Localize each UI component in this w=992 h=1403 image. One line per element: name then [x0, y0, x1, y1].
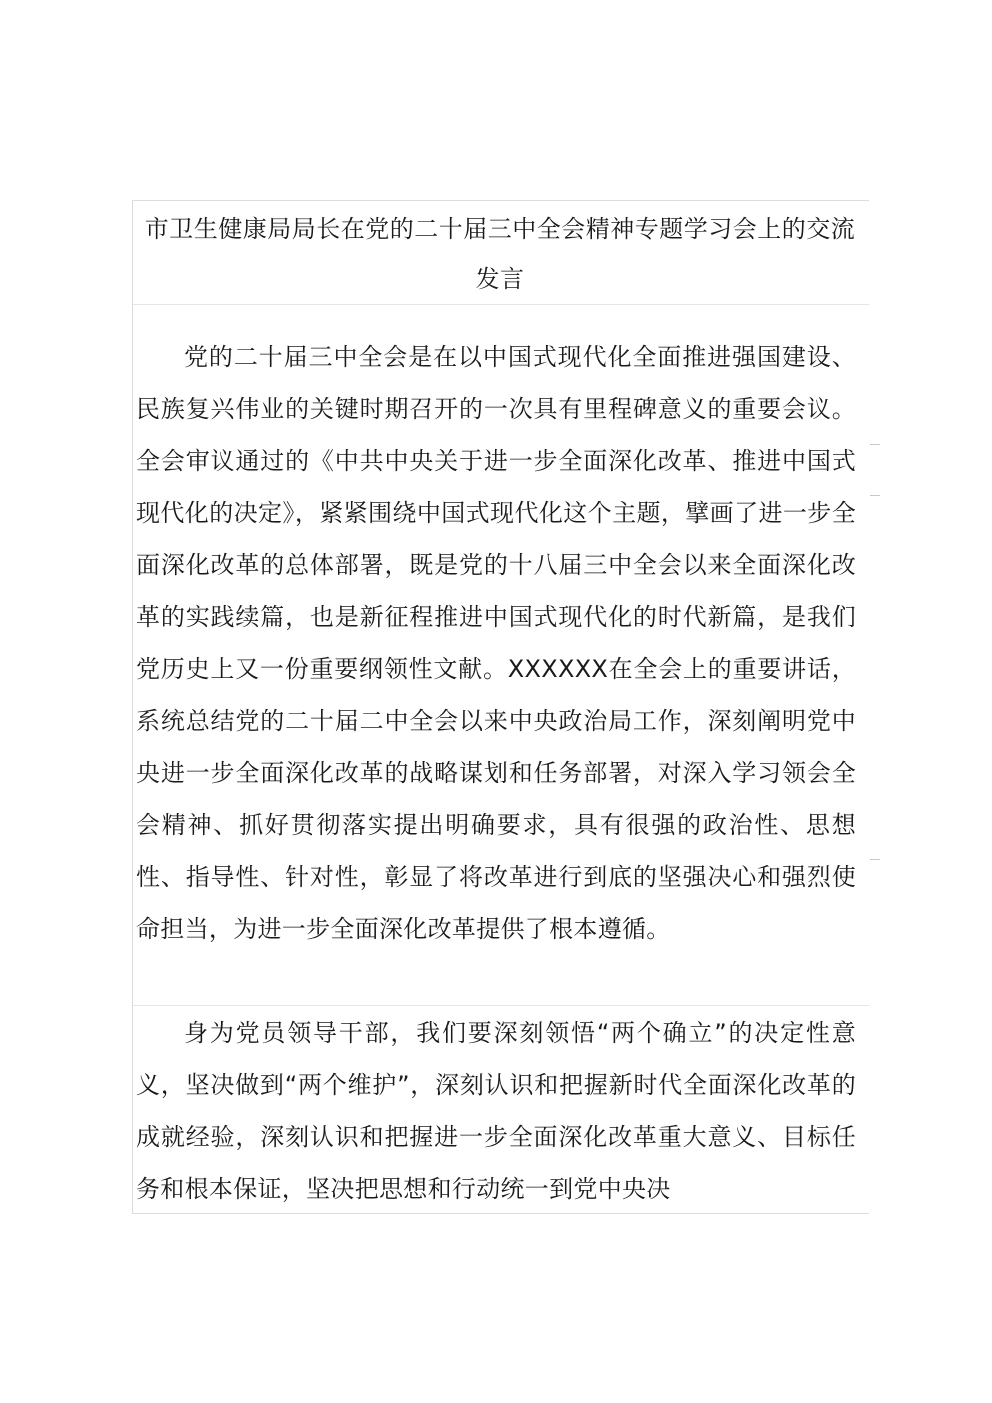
margin-mark [870, 495, 880, 496]
body-paragraph: 党的二十届三中全会是在以中国式现代化全面推进强国建设、民族复兴伟业的关键时期召开的一次具有里程碑意义的重要会议。全会审议通过的《中共中央关于进一步全面深化改革、推进中国式现代化的决定》，紧紧围绕中国式现代化这个主题，擘画了进一步全面深化改革的总体部署，既是党的十八届三中全会以来全面深化改革的实践续篇，也是新征程推进中国式现代化的时代新篇，是我们党历史上又一份重要纲领性文献。XXXXXX在全会上的重要讲话，系统总结党的二十届二中全会以来中央政治局工作，深刻阐明党中央进一步全面深化改革的战略谋划和任务部署，对深入学习领会全会精神、抓好贯彻落实提出明确要求，具有很强的政治性、思想性、指导性、针对性，彰显了将改革进行到底的坚强决心和强烈使命担当，为进一步全面深化改革提供了根本遵循。 [136, 343, 856, 943]
margin-mark [870, 444, 880, 445]
margin-mark [870, 859, 880, 860]
body-paragraph: 身为党员领导干部，我们要深刻领悟“两个确立”的决定性意义，坚决做到“两个维护”，深刻认识和把握新时代全面深化改革的成就经验，深刻认识和把握进一步全面深化改革重大意义、目标任务和根本保证，坚决把思想和行动统一到党中央决 [136, 1019, 856, 1203]
document-title: 市卫生健康局局长在党的二十届三中全会精神专题学习会上的交流发言 [144, 215, 856, 293]
